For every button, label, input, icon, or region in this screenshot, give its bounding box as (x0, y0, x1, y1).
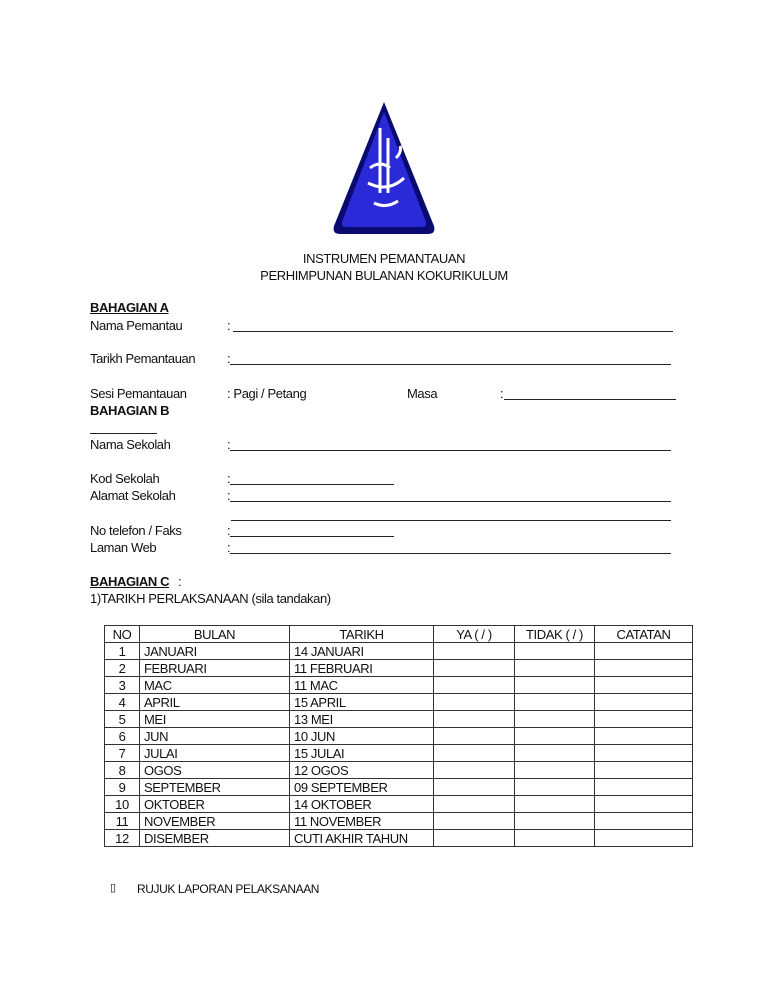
ya-cell[interactable] (434, 677, 515, 694)
alamat-sekolah-field-2[interactable] (231, 507, 671, 521)
row-no: 3 (105, 677, 140, 694)
ya-cell[interactable] (434, 745, 515, 762)
sesi-value: : Pagi / Petang (227, 386, 307, 401)
row-no: 4 (105, 694, 140, 711)
table-row (105, 745, 693, 762)
row-tarikh: 15 APRIL (290, 694, 434, 711)
section-b-heading: BAHAGIAN B (90, 403, 170, 418)
tidak-cell[interactable] (515, 745, 595, 762)
colon: : (178, 574, 182, 589)
colon: : (227, 471, 231, 486)
header-ya: YA ( / ) (434, 626, 515, 643)
table-row (105, 830, 693, 847)
ya-cell[interactable] (434, 762, 515, 779)
label-no-telefon: No telefon / Faks (90, 523, 182, 538)
ya-cell[interactable] (434, 643, 515, 660)
table-row (105, 643, 693, 660)
ya-cell[interactable] (434, 779, 515, 796)
logo-crest-icon (330, 98, 438, 238)
catatan-cell[interactable] (595, 711, 693, 728)
header-tidak: TIDAK ( / ) (515, 626, 595, 643)
table-row (105, 813, 693, 830)
row-tarikh: 11 FEBRUARI (290, 660, 434, 677)
catatan-cell[interactable] (595, 728, 693, 745)
catatan-cell[interactable] (595, 677, 693, 694)
header-tarikh: TARIKH (290, 626, 434, 643)
table-row (105, 660, 693, 677)
row-bulan: OGOS (140, 762, 290, 779)
row-bulan: DISEMBER (140, 830, 290, 847)
kod-sekolah-field[interactable] (230, 471, 394, 485)
table-row (105, 728, 693, 745)
header-catatan: CATATAN (595, 626, 693, 643)
row-bulan: NOVEMBER (140, 813, 290, 830)
tidak-cell[interactable] (515, 711, 595, 728)
row-no: 8 (105, 762, 140, 779)
label-laman-web: Laman Web (90, 540, 157, 555)
colon: : (227, 437, 231, 452)
tidak-cell[interactable] (515, 830, 595, 847)
colon: : (500, 386, 504, 401)
table-row (105, 677, 693, 694)
laman-web-field[interactable] (230, 540, 671, 554)
row-no: 6 (105, 728, 140, 745)
row-tarikh: CUTI AKHIR TAHUN (290, 830, 434, 847)
row-tarikh: 11 MAC (290, 677, 434, 694)
section-c-heading: BAHAGIAN C (90, 574, 170, 589)
table-header-row (105, 626, 693, 643)
no-telefon-field[interactable] (230, 523, 394, 537)
catatan-cell[interactable] (595, 762, 693, 779)
row-tarikh: 14 JANUARI (290, 643, 434, 660)
colon: : (227, 540, 231, 555)
row-tarikh: 13 MEI (290, 711, 434, 728)
tidak-cell[interactable] (515, 813, 595, 830)
colon: : (227, 318, 231, 333)
catatan-cell[interactable] (595, 694, 693, 711)
row-tarikh: 15 JULAI (290, 745, 434, 762)
tidak-cell[interactable] (515, 677, 595, 694)
label-nama-pemantau: Nama Pemantau (90, 318, 183, 333)
title-line-1: INSTRUMEN PEMANTAUAN (302, 251, 466, 266)
table-row (105, 694, 693, 711)
ya-cell[interactable] (434, 830, 515, 847)
label-alamat-sekolah: Alamat Sekolah (90, 488, 176, 503)
row-no: 11 (105, 813, 140, 830)
catatan-cell[interactable] (595, 813, 693, 830)
tidak-cell[interactable] (515, 796, 595, 813)
catatan-cell[interactable] (595, 643, 693, 660)
row-tarikh: 10 JUN (290, 728, 434, 745)
row-bulan: APRIL (140, 694, 290, 711)
tidak-cell[interactable] (515, 643, 595, 660)
row-no: 10 (105, 796, 140, 813)
colon: : (227, 523, 231, 538)
masa-field[interactable] (504, 386, 676, 400)
catatan-cell[interactable] (595, 660, 693, 677)
row-bulan: JULAI (140, 745, 290, 762)
catatan-cell[interactable] (595, 796, 693, 813)
row-bulan: SEPTEMBER (140, 779, 290, 796)
row-tarikh: 14 OKTOBER (290, 796, 434, 813)
ya-cell[interactable] (434, 711, 515, 728)
label-kod-sekolah: Kod Sekolah (90, 471, 160, 486)
ya-cell[interactable] (434, 728, 515, 745)
tidak-cell[interactable] (515, 660, 595, 677)
ya-cell[interactable] (434, 694, 515, 711)
section-a-heading: BAHAGIAN A (90, 300, 169, 315)
label-tarikh-pemantauan: Tarikh Pemantauan (90, 351, 196, 366)
tarikh-pemantauan-field[interactable] (230, 351, 671, 365)
row-bulan: MAC (140, 677, 290, 694)
row-no: 12 (105, 830, 140, 847)
bullet-icon: ▯ (110, 882, 116, 894)
row-bulan: FEBRUARI (140, 660, 290, 677)
row-bulan: JANUARI (140, 643, 290, 660)
row-no: 9 (105, 779, 140, 796)
alamat-sekolah-field[interactable] (230, 488, 671, 502)
tidak-cell[interactable] (515, 762, 595, 779)
ya-cell[interactable] (434, 796, 515, 813)
catatan-cell[interactable] (595, 779, 693, 796)
row-no: 1 (105, 643, 140, 660)
catatan-cell[interactable] (595, 830, 693, 847)
colon: : (227, 351, 231, 366)
header-no: NO (105, 626, 140, 643)
tidak-cell[interactable] (515, 728, 595, 745)
row-no: 5 (105, 711, 140, 728)
label-sesi-pemantauan: Sesi Pemantauan (90, 386, 187, 401)
tidak-cell[interactable] (515, 779, 595, 796)
label-masa: Masa (407, 386, 438, 401)
row-tarikh: 11 NOVEMBER (290, 813, 434, 830)
note-text: RUJUK LAPORAN PELAKSANAAN (137, 882, 320, 896)
row-tarikh: 09 SEPTEMBER (290, 779, 434, 796)
colon: : (227, 488, 231, 503)
tidak-cell[interactable] (515, 694, 595, 711)
title-line-2: PERHIMPUNAN BULANAN KOKURIKULUM (260, 268, 508, 283)
table-row (105, 711, 693, 728)
schedule-table (104, 625, 693, 847)
nama-sekolah-field[interactable] (230, 437, 671, 451)
section-c-subheading: 1)TARIKH PERLAKSANAAN (sila tandakan) (90, 591, 331, 606)
header-bulan: BULAN (140, 626, 290, 643)
row-no: 7 (105, 745, 140, 762)
label-nama-sekolah: Nama Sekolah (90, 437, 171, 452)
ya-cell[interactable] (434, 813, 515, 830)
table-row (105, 762, 693, 779)
table-row (105, 796, 693, 813)
row-no: 2 (105, 660, 140, 677)
nama-pemantau-field[interactable] (233, 318, 673, 332)
row-bulan: OKTOBER (140, 796, 290, 813)
ya-cell[interactable] (434, 660, 515, 677)
table-row (105, 779, 693, 796)
divider (90, 420, 157, 434)
row-tarikh: 12 OGOS (290, 762, 434, 779)
row-bulan: JUN (140, 728, 290, 745)
catatan-cell[interactable] (595, 745, 693, 762)
row-bulan: MEI (140, 711, 290, 728)
